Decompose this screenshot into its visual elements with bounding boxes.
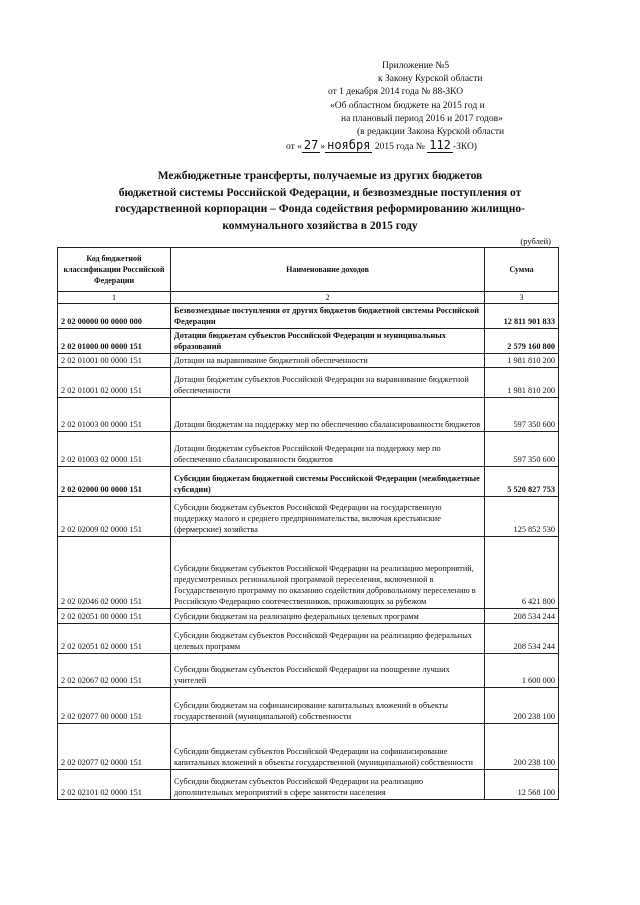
name-cell: Субсидии бюджетам субъектов Российской Федерации на софинансирование капитальных вложений в объекты государственной (муниципальной) собственности <box>171 724 485 770</box>
code-cell: 2 02 02101 02 0000 151 <box>58 770 171 800</box>
sum-cell: 6 421 800 <box>485 537 559 609</box>
date-suffix: -ЗКО) <box>452 142 477 153</box>
table-row <box>58 624 559 654</box>
title-line: государственной корпорации – Фонда содействия реформированию жилищно- <box>115 203 525 215</box>
document-title <box>70 168 570 234</box>
name-cell: Дотации на выравнивание бюджетной обеспеченности <box>171 354 485 368</box>
name-cell: Субсидии бюджетам бюджетной системы Российской Федерации (межбюджетные субсидии) <box>171 467 485 497</box>
table-row <box>58 467 559 497</box>
table-row <box>58 654 559 688</box>
handwritten-day: 27 <box>303 138 319 153</box>
date-prefix: от « <box>286 142 302 153</box>
name-cell: Субсидии бюджетам на софинансирование капитальных вложений в объекты государственной (муниципальной) собственности <box>171 688 485 724</box>
appendix-date-line <box>286 139 600 154</box>
name-cell: Субсидии бюджетам на реализацию федеральных целевых программ <box>171 609 485 624</box>
name-cell: Субсидии бюджетам субъектов Российской Федерации на реализацию дополнительных мероприятий в сфере занятости населения <box>171 770 485 800</box>
table-row <box>58 688 559 724</box>
code-cell: 2 02 01003 00 0000 151 <box>58 398 171 432</box>
table-row <box>58 770 559 800</box>
code-cell: 2 02 02077 00 0000 151 <box>58 688 171 724</box>
code-cell: 2 02 01000 00 0000 151 <box>58 329 171 354</box>
name-cell: Дотации бюджетам на поддержку мер по обеспечению сбалансированности бюджетов <box>171 398 485 432</box>
appendix-header <box>286 60 600 154</box>
handwritten-month: ноября <box>327 138 371 153</box>
sum-cell: 597 350 600 <box>485 432 559 467</box>
table-row <box>58 398 559 432</box>
transfers-table <box>57 247 559 800</box>
code-cell: 2 02 01003 02 0000 151 <box>58 432 171 467</box>
table-row <box>58 537 559 609</box>
title-line: коммунального хозяйства в 2015 году <box>222 219 418 232</box>
header-code: Код бюджетной классификации Российской Федерации <box>58 248 171 292</box>
sum-cell: 1 981 810 200 <box>485 368 559 398</box>
code-cell: 2 02 02067 02 0000 151 <box>58 654 171 688</box>
code-cell: 2 02 01001 02 0000 151 <box>58 368 171 398</box>
sum-cell: 208 534 244 <box>485 624 559 654</box>
name-cell: Субсидии бюджетам субъектов Российской Федерации на реализацию мероприятий, предусмотренных региональной программой переселения, включенной в Государственную программу по оказанию содействия добровольному переселению в Российскую Федерацию соотечественников, проживающих за рубежом <box>171 537 485 609</box>
sum-cell: 208 534 244 <box>485 609 559 624</box>
name-cell: Дотации бюджетам субъектов Российской Федерации и муниципальных образований <box>171 329 485 354</box>
table-row <box>58 329 559 354</box>
header-name: Наименование доходов <box>171 248 485 292</box>
table-row <box>58 432 559 467</box>
units-label: (рублей) <box>520 236 551 246</box>
header-sum: Сумма <box>485 248 559 292</box>
name-cell: Субсидии бюджетам субъектов Российской Федерации на поощрение лучших учителей <box>171 654 485 688</box>
column-number: 2 <box>171 292 485 304</box>
sum-cell: 200 238 100 <box>485 688 559 724</box>
name-cell: Субсидии бюджетам субъектов Российской Федерации на государственную поддержку малого и среднего предпринимательства, включая крестьянские (фермерские) хозяйства <box>171 497 485 537</box>
appendix-line: к Закону Курской области <box>378 74 483 85</box>
appendix-line: от 1 декабря 2014 года № 88-ЗКО <box>328 87 464 98</box>
code-cell: 2 02 02051 00 0000 151 <box>58 609 171 624</box>
sum-cell: 2 579 160 800 <box>485 329 559 354</box>
handwritten-number: 112 <box>429 138 451 153</box>
name-cell: Безвозмездные поступления от других бюджетов бюджетной системы Российской Федерации <box>171 304 485 329</box>
sum-cell: 12 811 901 833 <box>485 304 559 329</box>
name-cell: Дотации бюджетам субъектов Российской Федерации на поддержку мер по обеспечению сбалансированности бюджетов <box>171 432 485 467</box>
table-row <box>58 304 559 329</box>
table-row <box>58 497 559 537</box>
name-cell: Субсидии бюджетам субъектов Российской Федерации на реализацию федеральных целевых программ <box>171 624 485 654</box>
date-year: 2015 года № <box>372 142 425 153</box>
appendix-line: Приложение №5 <box>382 61 450 71</box>
column-number: 3 <box>485 292 559 304</box>
table-row <box>58 724 559 770</box>
title-line: Межбюджетные трансферты, получаемые из других бюджетов <box>157 170 483 182</box>
appendix-line: (в редакции Закона Курской области <box>357 127 505 138</box>
code-cell: 2 02 00000 00 0000 000 <box>58 304 171 329</box>
sum-cell: 597 350 600 <box>485 398 559 432</box>
sum-cell: 1 981 810 200 <box>485 354 559 368</box>
date-mid: » <box>320 142 326 153</box>
code-cell: 2 02 02077 02 0000 151 <box>58 724 171 770</box>
table-row <box>58 609 559 624</box>
table-row <box>58 368 559 398</box>
sum-cell: 125 852 530 <box>485 497 559 537</box>
code-cell: 2 02 02046 02 0000 151 <box>58 537 171 609</box>
title-line: бюджетной системы Российской Федерации, и безвозмездные поступления от <box>118 186 522 199</box>
sum-cell: 1 600 000 <box>485 654 559 688</box>
code-cell: 2 02 02000 00 0000 151 <box>58 467 171 497</box>
sum-cell: 12 568 100 <box>485 770 559 800</box>
appendix-line: на плановый период 2016 и 2017 годов» <box>341 113 503 124</box>
code-cell: 2 02 02051 02 0000 151 <box>58 624 171 654</box>
code-cell: 2 02 01001 00 0000 151 <box>58 354 171 368</box>
sum-cell: 200 238 100 <box>485 724 559 770</box>
code-cell: 2 02 02009 02 0000 151 <box>58 497 171 537</box>
column-number: 1 <box>58 292 171 304</box>
name-cell: Дотации бюджетам субъектов Российской Федерации на выравнивание бюджетной обеспеченности <box>171 368 485 398</box>
table-row <box>58 354 559 368</box>
sum-cell: 5 520 827 753 <box>485 467 559 497</box>
appendix-line: «Об областном бюджете на 2015 год и <box>330 100 485 111</box>
